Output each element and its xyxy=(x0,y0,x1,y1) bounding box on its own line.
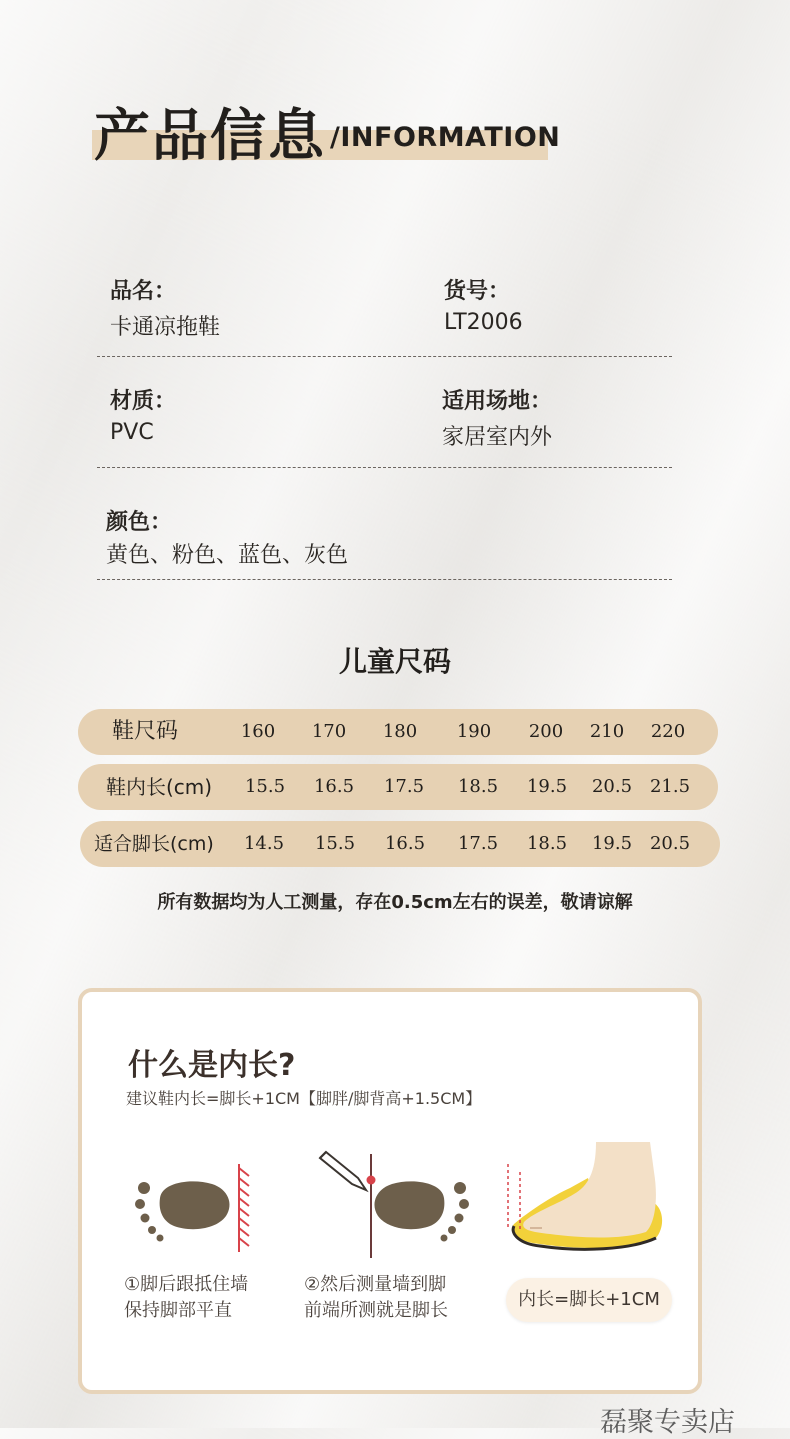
material-label: 材质： xyxy=(110,389,177,414)
foot-length-cell: 14.5 xyxy=(243,833,285,854)
inner-length-cell: 19.5 xyxy=(526,776,568,797)
foot-length-cell: 16.5 xyxy=(384,833,426,854)
inner-length-cell: 20.5 xyxy=(591,776,633,797)
step2-line1: ②然后测量墙到脚 xyxy=(304,1274,447,1295)
name-label: 品名： xyxy=(110,279,177,304)
inner-length-cell: 16.5 xyxy=(313,776,355,797)
color-label: 颜色： xyxy=(106,510,173,535)
divider xyxy=(97,356,672,357)
formula-badge: 内长=脚长+1CM xyxy=(506,1278,672,1322)
inner-length-cell: 15.5 xyxy=(244,776,286,797)
size-cell: 180 xyxy=(382,721,418,742)
divider xyxy=(97,579,672,580)
step1-line1: ①脚后跟抵住墙 xyxy=(124,1274,249,1295)
pencil-footprint-icon xyxy=(318,1140,478,1260)
store-watermark: 磊聚专卖店 xyxy=(600,1407,735,1438)
sku-label: 货号： xyxy=(444,279,511,304)
row-label: 适合脚长(cm) xyxy=(94,833,214,855)
size-cell: 160 xyxy=(240,721,276,742)
name-value: 卡通凉拖鞋 xyxy=(110,315,221,340)
color-value: 黄色、粉色、蓝色、灰色 xyxy=(106,543,349,568)
inner-length-cell: 18.5 xyxy=(457,776,499,797)
divider xyxy=(97,467,672,468)
material-value: PVC xyxy=(110,420,154,445)
foot-length-cell: 18.5 xyxy=(526,833,568,854)
sku-value: LT2006 xyxy=(444,310,523,335)
size-cell: 170 xyxy=(311,721,347,742)
size-cell: 190 xyxy=(456,721,492,742)
card-title: 什么是内长? xyxy=(128,1048,296,1083)
size-row xyxy=(78,709,718,755)
size-cell: 220 xyxy=(650,721,686,742)
page-title: 产品信息 xyxy=(94,104,326,169)
inner-length-cell: 17.5 xyxy=(383,776,425,797)
place-value: 家居室内外 xyxy=(442,425,553,450)
row-label: 鞋内长(cm) xyxy=(106,775,213,799)
footprint-wall-icon xyxy=(130,1160,260,1255)
measurement-note: 所有数据均为人工测量，存在0.5cm左右的误差，敬请谅解 xyxy=(157,892,633,913)
card-subtitle: 建议鞋内长=脚长+1CM【脚胖/脚背高+1.5CM】 xyxy=(126,1089,482,1108)
foot-length-cell: 15.5 xyxy=(314,833,356,854)
foot-length-cell: 17.5 xyxy=(457,833,499,854)
size-table-title: 儿童尺码 xyxy=(338,645,451,678)
step2-line2: 前端所测就是脚长 xyxy=(304,1300,448,1321)
inner-length-row xyxy=(78,764,718,810)
foot-in-shoe-icon xyxy=(500,1142,670,1254)
place-label: 适用场地： xyxy=(442,389,553,414)
foot-length-row xyxy=(80,821,720,867)
row-label: 鞋尺码 xyxy=(112,719,179,744)
foot-length-cell: 19.5 xyxy=(591,833,633,854)
size-cell: 210 xyxy=(589,721,625,742)
foot-length-cell: 20.5 xyxy=(649,833,691,854)
page-title-english: /INFORMATION xyxy=(330,122,561,153)
size-cell: 200 xyxy=(528,721,564,742)
inner-length-cell: 21.5 xyxy=(649,776,691,797)
step1-line2: 保持脚部平直 xyxy=(124,1300,232,1321)
